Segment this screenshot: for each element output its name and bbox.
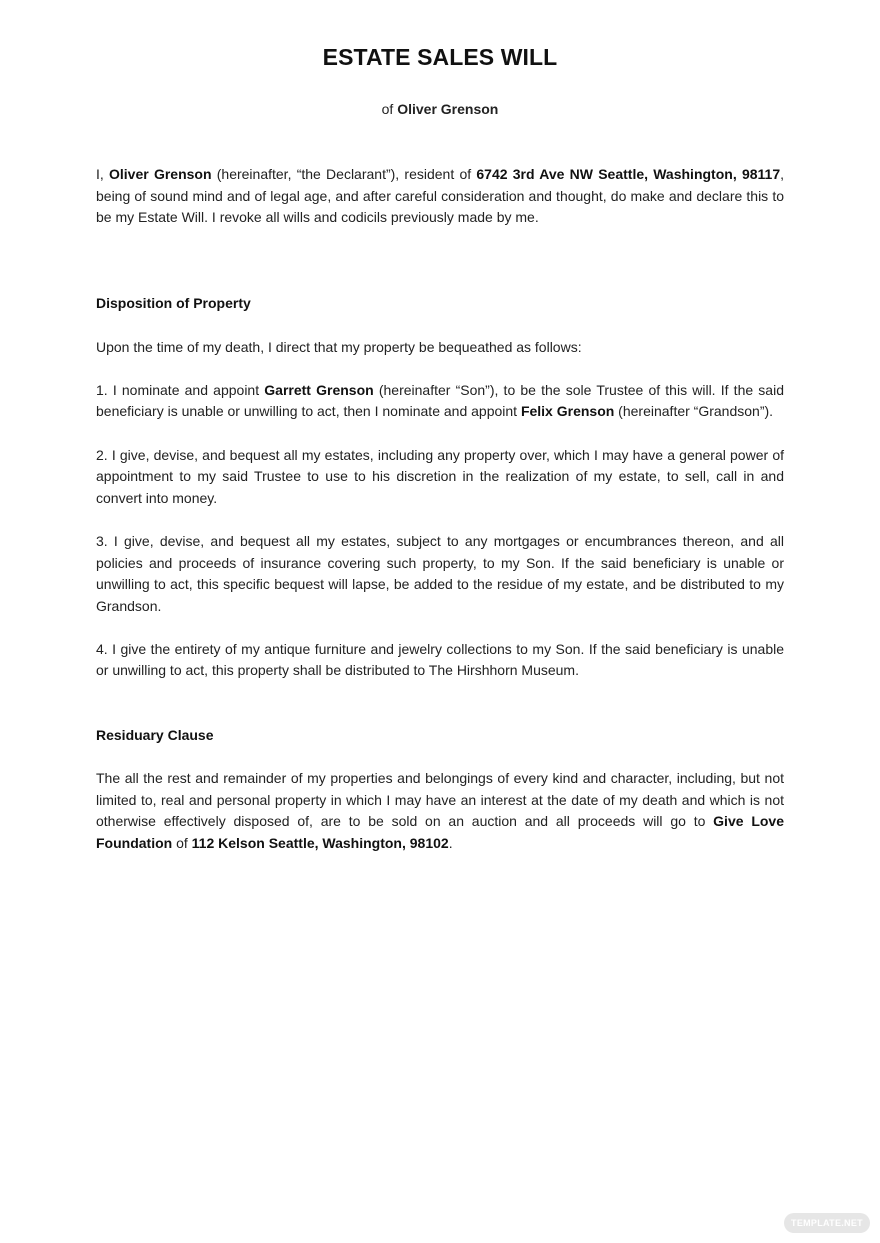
document-body xyxy=(96,164,784,855)
intro-address: 6742 3rd Ave NW Seattle, Washington, 98117 xyxy=(476,166,781,182)
residuary-text-3: . xyxy=(448,835,453,852)
intro-paragraph xyxy=(96,164,784,229)
disposition-lead: Upon the time of my death, I direct that my property be bequeathed as follows: xyxy=(96,338,582,355)
spacer xyxy=(96,315,784,337)
spacer xyxy=(96,358,784,380)
document-title: ESTATE SALES WILL xyxy=(322,44,558,70)
spacer xyxy=(96,617,784,639)
declarant-name: Oliver Grenson xyxy=(397,101,499,117)
bequest-item-4: 4. I give the entirety of my antique furniture and jewelry collections to my Son. If the said beneficiary is unable or unwilling to act, this property shall be distributed to The Hirshhorn Museum. xyxy=(96,640,784,679)
subtitle-prefix: of xyxy=(381,101,394,117)
residuary-text-2: of xyxy=(172,835,192,852)
item1-text-1: 1. I nominate and appoint xyxy=(96,381,265,398)
spacer xyxy=(96,272,784,294)
spacer xyxy=(96,423,784,445)
item1-alternate: Felix Grenson xyxy=(520,403,615,420)
residuary-heading: Residuary Clause xyxy=(96,727,214,744)
bequest-item-3: 3. I give, devise, and bequest all my estates, subject to any mortgages or encumbrances thereon, and all policies and proceeds of insurance covering such property, to my Son. If the said beneficiary is unable or unwilling to act, this specific bequest will lapse, be added to the residue of my estate, and be distributed to my Grandson. xyxy=(96,532,784,614)
spacer xyxy=(96,747,784,769)
item1-text-2: (hereinafter “Son”), to be the sole Trustee of this will. If the said beneficiary is unable or unwilling to act, then I nominate and appoint xyxy=(96,381,784,420)
template-watermark: TEMPLATE.NET xyxy=(784,1213,870,1233)
residuary-address: 112 Kelson Seattle, Washington, 98102 xyxy=(191,835,449,852)
spacer xyxy=(96,682,784,725)
document-subtitle xyxy=(0,101,880,117)
intro-text-1: I, xyxy=(96,166,110,182)
spacer xyxy=(96,229,784,272)
item1-trustee: Garrett Grenson xyxy=(264,381,374,398)
intro-text-2: (hereinafter, “the Declarant”), resident of xyxy=(211,166,477,182)
item1-text-3: (hereinafter “Grandson”). xyxy=(614,403,774,420)
disposition-heading: Disposition of Property xyxy=(96,295,251,312)
intro-text-3: , being of sound mind and of legal age, and after careful consideration and thought, do make and declare this to be my Estate Will. I revoke all wills and codicils previously made by me. xyxy=(96,166,784,226)
bequest-item-2: 2. I give, devise, and bequest all my estates, including any property over, which I may have a general power of appointment to my said Trustee to use to his discretion in the realization of my estate, to sell, call in and convert into money. xyxy=(96,446,784,506)
residuary-paragraph xyxy=(96,768,784,854)
bequest-item-1 xyxy=(96,380,784,423)
residuary-beneficiary: Give Love Foundation xyxy=(96,813,784,852)
spacer xyxy=(96,509,784,531)
residuary-text-1: The all the rest and remainder of my properties and belongings of every kind and character, including, but not limited to, real and personal property in which I may have an interest at the date of my death and which is not otherwise effectively disposed of, are to be sold on an auction and all proceeds will go to xyxy=(96,770,784,830)
intro-declarant: Oliver Grenson xyxy=(109,166,212,182)
